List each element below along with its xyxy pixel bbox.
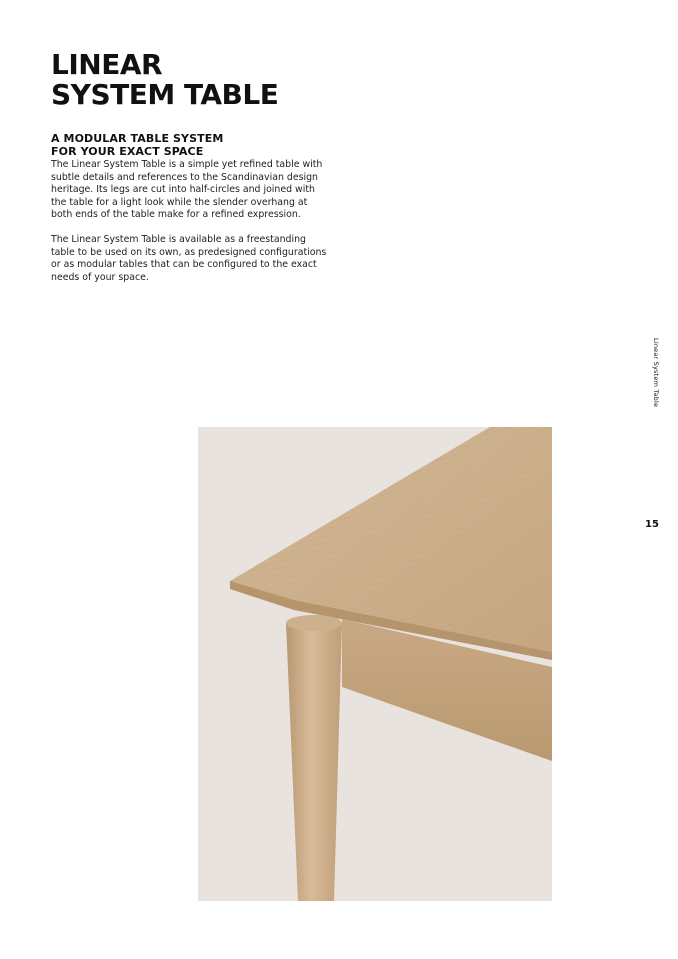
- title-line-1: LINEAR: [51, 48, 163, 81]
- section-subheading: [51, 132, 223, 158]
- paragraph-line: table to be used on its own, as predesigned configurations: [51, 246, 327, 258]
- paragraph-line: needs of your space.: [51, 271, 149, 283]
- subheading-line-1: A MODULAR TABLE SYSTEM: [51, 132, 224, 145]
- paragraph-line: The Linear System Table is available as a freestanding: [51, 234, 306, 245]
- table-illustration: [198, 427, 552, 901]
- subheading-line-2: FOR YOUR EXACT SPACE: [51, 145, 204, 158]
- page-number: 15: [645, 519, 659, 530]
- title-line-2: SYSTEM TABLE: [51, 78, 279, 111]
- paragraph-line: or as modular tables that can be configured to the exact: [51, 259, 317, 271]
- table-leg: [286, 616, 342, 901]
- table-corner-photo: [198, 427, 552, 901]
- paragraph-line: The Linear System Table is a simple yet refined table with: [51, 159, 323, 170]
- page-title: [51, 50, 278, 110]
- paragraph-line: the table for a light look while the slender overhang at: [51, 196, 308, 208]
- paragraph-line: heritage. Its legs are cut into half-circles and joined with: [51, 184, 315, 196]
- paragraph-line: subtle details and references to the Scandinavian design: [51, 171, 318, 183]
- paragraph-line: both ends of the table make for a refined expression.: [51, 209, 301, 221]
- description-paragraph-1: [51, 159, 341, 222]
- side-running-label: Linear System Table: [652, 338, 660, 408]
- description-paragraph-2: [51, 234, 341, 284]
